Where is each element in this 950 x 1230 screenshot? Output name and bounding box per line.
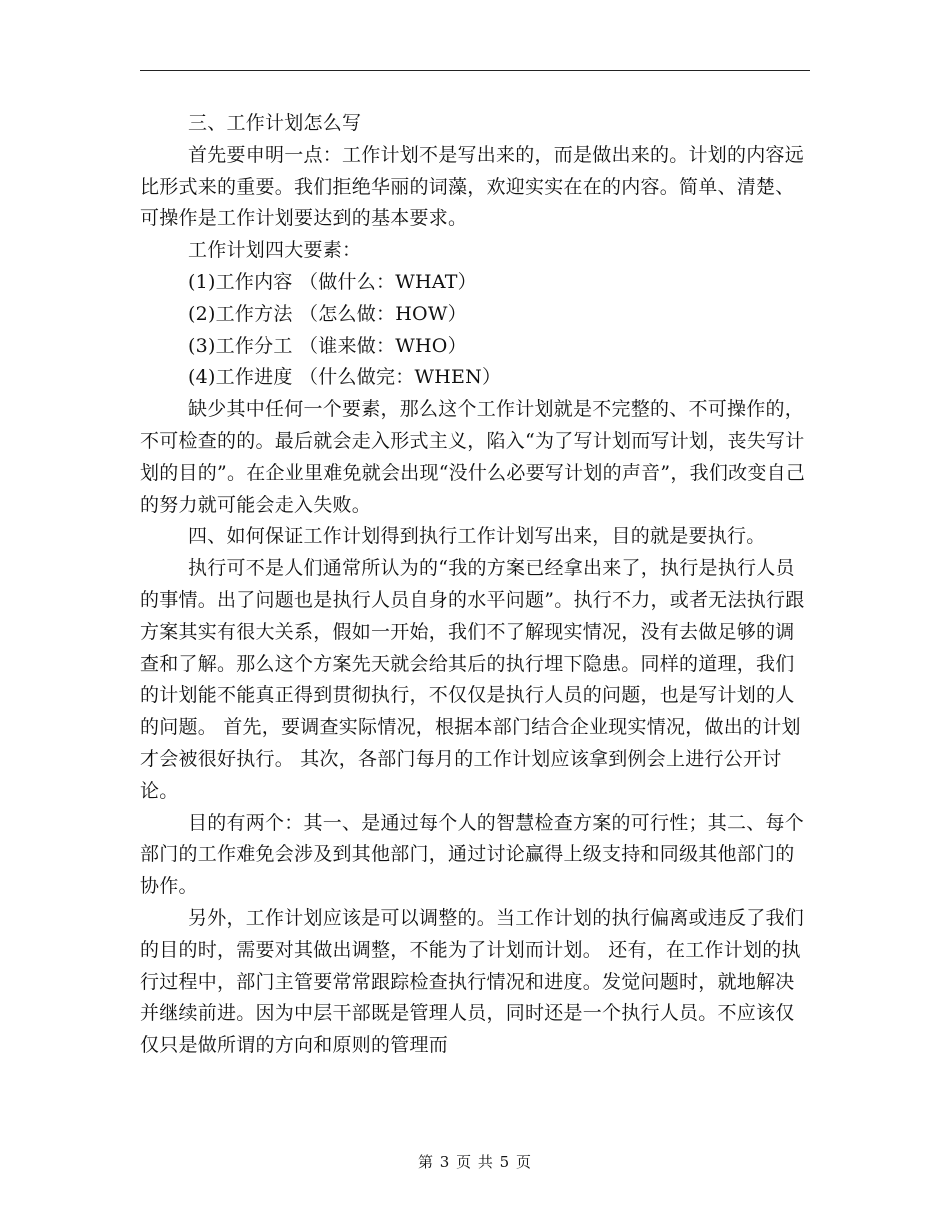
- paragraph: 目的有两个：其一、是通过每个人的智慧检查方案的可行性；其二、每个部门的工作难免会涉及到其他部门，通过讨论赢得上级支持和同级其他部门的协作。: [140, 811, 805, 898]
- paragraph: 另外，工作计划应该是可以调整的。当工作计划的执行偏离或违反了我们的目的时，需要对其做出调整，不能为了计划而计划。 还有，在工作计划的执行过程中，部门主管要常常跟踪检查执行情况和进度。发觉问题时，就地解决并继续前进。因为中层干部既是管理人员，同时还是一个执行人员。不应该仅仅只是做所谓的方向和原则的管理而: [140, 906, 805, 1057]
- section-heading-three: 三、工作计划怎么写: [188, 112, 362, 134]
- header-rule: [140, 70, 810, 71]
- paragraph: 执行可不是人们通常所认为的“我的方案已经拿出来了，执行是执行人员的事情。出了问题也是执行人员自身的水平问题”。执行不力，或者无法执行跟方案其实有很大关系，假如一开始，我们不了解现实情况，没有去做足够的调查和了解。那么这个方案先天就会给其后的执行埋下隐患。同样的道理，我们的计划能不能真正得到贯彻执行，不仅仅是执行人员的问题，也是写计划的人的问题。 首先，要调查实际情况，根据本部门结合企业现实情况，做出的计划才会被很好执行。 其次，各部门每月的工作计划应该拿到例会上进行公开讨论。: [140, 557, 805, 802]
- list-item: (2)工作方法 （怎么做：HOW）: [188, 302, 467, 325]
- section-heading-four: 四、如何保证工作计划得到执行工作计划写出来，目的就是要执行。: [188, 525, 766, 548]
- document-body: [140, 108, 810, 1062]
- list-heading: 工作计划四大要素：: [188, 239, 362, 262]
- list-item: (3)工作分工 （谁来做：WHO）: [188, 334, 467, 357]
- list-item: (1)工作内容 （做什么：WHAT）: [188, 270, 477, 293]
- list-item: (4)工作进度 （什么做完：WHEN）: [188, 366, 502, 389]
- page-number-footer: 第 3 页 共 5 页: [418, 1153, 532, 1171]
- paragraph: 首先要申明一点：工作计划不是写出来的，而是做出来的。计划的内容远比形式来的重要。我们拒绝华丽的词藻，欢迎实实在在的内容。简单、清楚、可操作是工作计划要达到的基本要求。: [140, 143, 805, 230]
- paragraph: 缺少其中任何一个要素，那么这个工作计划就是不完整的、不可操作的，不可检查的的。最后就会走入形式主义，陷入“为了写计划而写计划，丧失写计划的目的”。在企业里难免就会出现“没什么必要写计划的声音”，我们改变自己的努力就可能会走入失败。: [140, 398, 806, 516]
